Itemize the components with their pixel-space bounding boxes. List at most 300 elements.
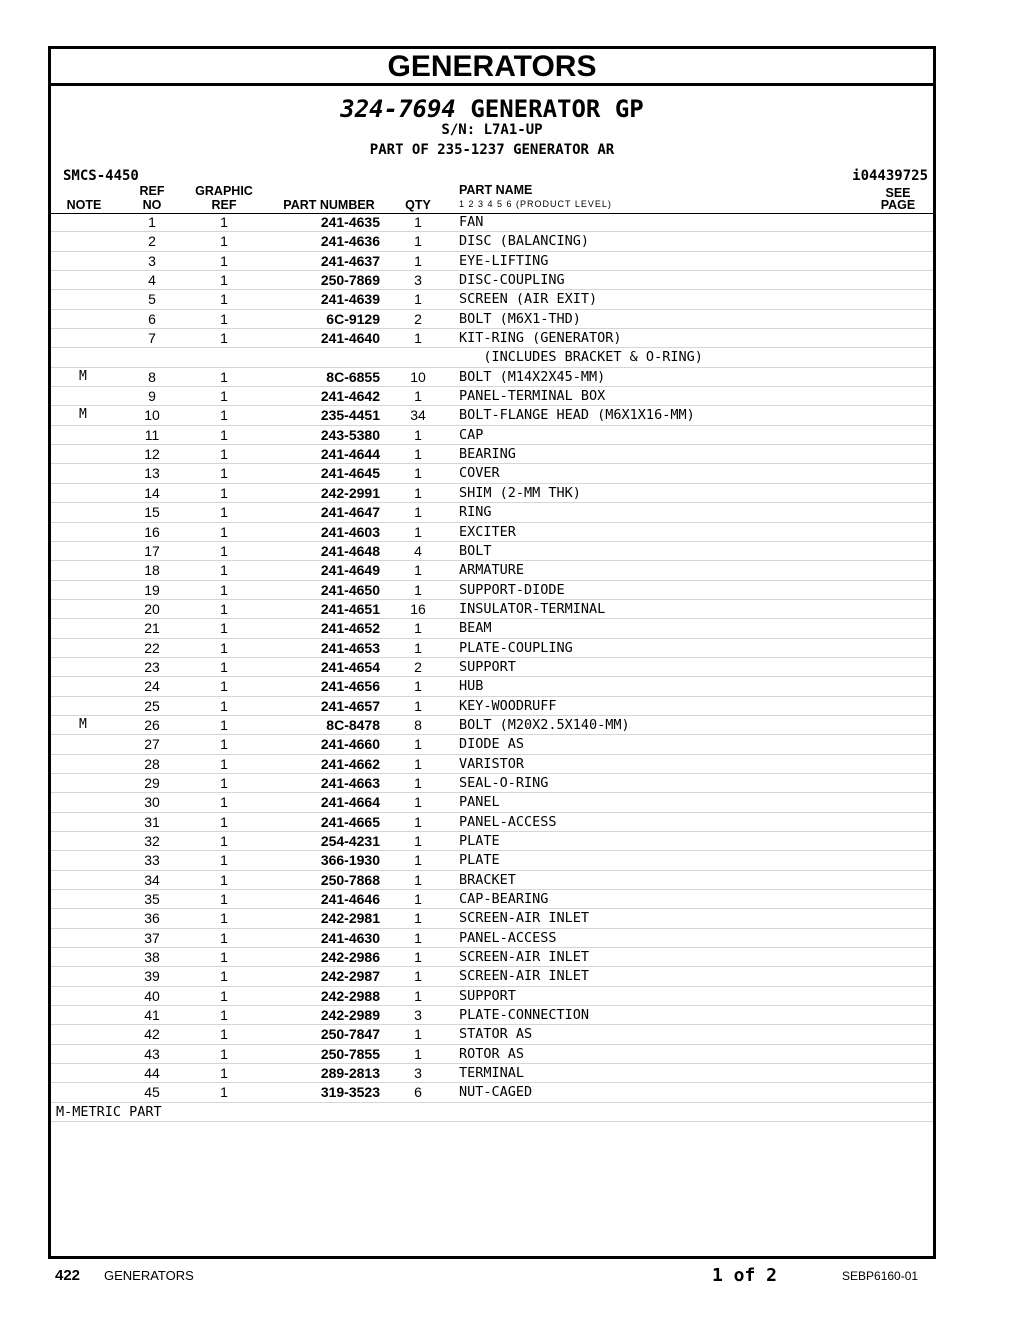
row-part-number: 235-4451 [320,407,380,424]
row-part-number: 241-4649 [320,562,380,579]
table-row [51,1045,933,1064]
row-part-number: 241-4636 [320,233,380,250]
row-part-name: ROTOR AS [459,1045,525,1062]
table-row [51,368,933,387]
row-part-number: 243-5380 [320,426,380,443]
row-part-number: 250-7855 [320,1045,380,1062]
row-ref-no: 44 [144,1065,160,1082]
table-row [51,387,933,406]
illustration-id: i04439725 [852,168,928,184]
row-qty: 1 [414,639,422,656]
row-qty: 1 [414,1026,422,1043]
parts-list [51,213,933,1122]
col-note: NOTE [66,198,102,212]
row-graphic-ref: 1 [220,504,228,521]
row-part-name: HUB [459,678,484,695]
row-part-name: CAP-BEARING [459,891,549,908]
col-see-top: SEE [885,186,911,200]
row-qty: 1 [414,891,422,908]
row-qty: 3 [414,1065,422,1082]
row-graphic-ref: 1 [220,774,228,791]
row-qty: 1 [414,581,422,598]
table-row [51,561,933,580]
table-row [51,1083,933,1102]
serial-range: S/N: L7A1-UP [441,122,543,138]
col-graphic-top: GRAPHIC [195,184,253,198]
row-graphic-ref: 1 [220,987,228,1004]
group-header [51,86,933,1120]
row-graphic-ref: 1 [220,658,228,675]
row-note: M [79,716,87,732]
table-row [51,213,933,232]
row-graphic-ref: 1 [220,620,228,637]
row-part-name: BOLT (M20X2.5X140-MM) [459,716,630,733]
row-part-name: INSULATOR-TERMINAL [459,600,606,617]
row-graphic-ref: 1 [220,968,228,985]
row-part-name: PLATE-CONNECTION [459,1007,590,1024]
row-qty: 1 [414,852,422,869]
row-part-number: 250-7869 [320,272,380,289]
row-qty: 1 [414,446,422,463]
row-qty: 1 [414,465,422,482]
row-qty: 1 [414,252,422,269]
row-part-name: SUPPORT [459,987,516,1004]
row-part-name: TERMINAL [459,1065,525,1082]
table-row [51,1064,933,1083]
row-graphic-ref: 1 [220,639,228,656]
table-row [51,793,933,812]
row-graphic-ref: 1 [220,233,228,250]
row-part-name: DISC-COUPLING [459,272,565,289]
row-graphic-ref: 1 [220,736,228,753]
group-name: GENERATOR GP [470,95,644,123]
row-graphic-ref: 1 [220,581,228,598]
page-of: 1 of 2 [712,1265,778,1286]
table-row [51,658,933,677]
row-part-number: 241-4640 [320,330,380,347]
row-ref-no: 33 [144,852,160,869]
row-qty: 1 [414,871,422,888]
row-part-number: 241-4642 [320,388,380,405]
row-ref-no: 2 [148,233,156,250]
row-part-number: 242-2987 [320,968,380,985]
row-ref-no: 35 [144,891,160,908]
table-row [51,716,933,735]
row-graphic-ref: 1 [220,1045,228,1062]
row-ref-no: 13 [144,465,160,482]
row-part-name: PANEL [459,794,500,811]
table-row [51,832,933,851]
row-part-name: PLATE [459,852,500,869]
row-part-name: PLATE [459,833,500,849]
row-ref-no: 43 [144,1045,160,1062]
row-ref-no: 17 [144,542,160,559]
table-row [51,290,933,309]
section-title: GENERATORS [51,49,933,86]
row-graphic-ref: 1 [220,1026,228,1043]
row-qty: 1 [414,523,422,540]
row-part-number: 241-4665 [320,813,380,830]
row-qty: 1 [414,504,422,521]
row-ref-no: 41 [144,1007,160,1024]
row-qty: 1 [414,426,422,443]
row-part-number: 6C-9129 [326,310,380,327]
row-ref-no: 32 [144,833,160,849]
row-part-name: FAN [459,214,484,230]
table-row [51,697,933,716]
table-row [51,329,933,348]
row-part-name: BOLT-FLANGE HEAD (M6X1X16-MM) [459,407,695,424]
table-row [51,948,933,967]
row-qty: 34 [410,407,426,424]
part-of-line: PART OF 235-1237 GENERATOR AR [369,142,615,158]
row-qty: 1 [414,755,422,772]
page-number: 422 [55,1267,81,1284]
smcs-code: SMCS-4450 [63,168,139,184]
row-part-name: SCREEN (AIR EXIT) [459,291,598,308]
row-ref-no: 10 [144,407,160,424]
row-part-number: 241-4639 [320,291,380,308]
row-graphic-ref: 1 [220,794,228,811]
row-ref-no: 16 [144,523,160,540]
row-part-number: 241-4637 [320,252,380,269]
row-part-number: 241-4653 [320,639,380,656]
row-part-number: 241-4648 [320,542,380,559]
row-part-name: BRACKET [459,871,516,888]
row-graphic-ref: 1 [220,852,228,869]
row-part-name: STATOR AS [459,1026,533,1043]
row-part-number: 250-7868 [320,871,380,888]
row-part-number: 242-2991 [320,484,380,501]
row-ref-no: 28 [144,755,160,772]
table-row [51,735,933,754]
row-qty: 1 [414,949,422,966]
table-row [51,987,933,1006]
row-part-number: 241-4656 [320,678,380,695]
row-part-number: 241-4635 [320,214,380,230]
row-graphic-ref: 1 [220,562,228,579]
table-row [51,271,933,290]
row-qty: 1 [414,214,422,230]
row-graphic-ref: 1 [220,1007,228,1024]
row-part-name: SHIM (2-MM THK) [459,484,581,501]
col-ref-bottom: NO [142,198,162,212]
row-part-number: 289-2813 [320,1065,380,1082]
row-qty: 1 [414,1045,422,1062]
row-part-number: 254-4231 [320,833,380,849]
row-graphic-ref: 1 [220,407,228,424]
table-row [51,523,933,542]
row-part-number: 241-4644 [320,446,380,463]
row-ref-no: 45 [144,1084,160,1101]
row-ref-no: 20 [144,600,160,617]
row-part-number: 319-3523 [320,1084,380,1101]
row-ref-no: 18 [144,562,160,579]
row-graphic-ref: 1 [220,910,228,927]
row-graphic-ref: 1 [220,697,228,714]
table-row [51,755,933,774]
table-row [51,909,933,928]
row-qty: 2 [414,658,422,675]
row-part-number: 242-2981 [320,910,380,927]
column-headers [51,183,933,214]
row-note: M [79,407,87,423]
col-qty: QTY [405,198,431,212]
row-part-number: 366-1930 [320,852,380,869]
row-part-name: KEY-WOODRUFF [459,697,557,714]
row-graphic-ref: 1 [220,368,228,385]
row-ref-no: 3 [148,252,156,269]
row-part-number: 241-4630 [320,929,380,946]
row-part-number: 241-4645 [320,465,380,482]
row-ref-no: 12 [144,446,160,463]
row-part-number: 241-4663 [320,774,380,791]
row-qty: 1 [414,330,422,347]
row-part-name: SEAL-O-RING [459,774,549,791]
row-graphic-ref: 1 [220,426,228,443]
table-row [51,310,933,329]
row-ref-no: 8 [148,368,156,385]
row-graphic-ref: 1 [220,252,228,269]
table-row [51,1006,933,1025]
table-row [51,406,933,425]
row-graphic-ref: 1 [220,813,228,830]
row-qty: 10 [410,368,426,385]
col-graphic-bottom: REF [211,198,237,212]
row-part-number: 241-4662 [320,755,380,772]
group-title [51,95,933,123]
row-ref-no: 29 [144,774,160,791]
table-row [51,252,933,271]
table-row [51,677,933,696]
row-graphic-ref: 1 [220,484,228,501]
row-part-number: 241-4654 [320,658,380,675]
row-qty: 3 [414,272,422,289]
table-row [51,581,933,600]
row-part-number: 241-4652 [320,620,380,637]
row-graphic-ref: 1 [220,1084,228,1101]
row-ref-no: 36 [144,910,160,927]
row-qty: 1 [414,562,422,579]
row-ref-no: 24 [144,678,160,695]
col-part-number: PART NUMBER [283,198,375,212]
row-part-name: DIODE AS [459,736,525,753]
row-part-number: 242-2988 [320,987,380,1004]
row-qty: 1 [414,794,422,811]
row-part-number: 241-4603 [320,523,380,540]
row-part-name: VARISTOR [459,755,525,772]
col-see-bottom: PAGE [880,198,916,212]
row-part-name: PANEL-TERMINAL BOX [459,388,606,405]
row-qty: 1 [414,697,422,714]
row-graphic-ref: 1 [220,523,228,540]
row-part-number: 241-4646 [320,891,380,908]
row-part-name: CAP [459,426,484,443]
row-graphic-ref: 1 [220,1065,228,1082]
row-ref-no: 27 [144,736,160,753]
row-graphic-ref: 1 [220,272,228,289]
row-part-name: EXCITER [459,523,516,540]
row-ref-no: 1 [148,214,156,230]
row-part-number: 241-4657 [320,697,380,714]
table-row [51,503,933,522]
table-row [51,542,933,561]
row-part-name: (INCLUDES BRACKET & O-RING) [459,349,703,366]
row-qty: 3 [414,1007,422,1024]
row-part-name: NUT-CAGED [459,1084,533,1101]
row-ref-no: 15 [144,504,160,521]
row-part-name: BEARING [459,446,516,463]
row-qty: 16 [410,600,426,617]
table-row [51,348,933,367]
row-graphic-ref: 1 [220,949,228,966]
row-ref-no: 21 [144,620,160,637]
table-row [51,639,933,658]
row-ref-no: 6 [148,310,156,327]
row-graphic-ref: 1 [220,446,228,463]
table-row [51,774,933,793]
row-part-number: 8C-6855 [326,368,380,385]
table-row [51,851,933,870]
row-qty: 1 [414,774,422,791]
row-graphic-ref: 1 [220,716,228,733]
table-row [51,600,933,619]
row-part-name: DISC (BALANCING) [459,233,590,250]
row-graphic-ref: 1 [220,600,228,617]
table-row [51,890,933,909]
row-qty: 1 [414,678,422,695]
table-row [51,967,933,986]
footer-section: GENERATORS [104,1268,194,1283]
row-qty: 8 [414,716,422,733]
row-ref-no: 40 [144,987,160,1004]
table-row [51,929,933,948]
row-qty: 1 [414,736,422,753]
row-graphic-ref: 1 [220,929,228,946]
row-part-name: BEAM [459,620,492,637]
row-qty: 1 [414,620,422,637]
row-ref-no: 9 [148,388,156,405]
row-qty: 1 [414,813,422,830]
row-ref-no: 22 [144,639,160,656]
row-qty: 1 [414,484,422,501]
row-part-name: ARMATURE [459,562,525,579]
row-part-name: PANEL-ACCESS [459,929,557,946]
row-qty: 4 [414,542,422,559]
row-part-name: BOLT (M6X1-THD) [459,310,581,327]
row-qty: 1 [414,910,422,927]
row-part-name: PLATE-COUPLING [459,639,573,656]
row-graphic-ref: 1 [220,542,228,559]
row-ref-no: 42 [144,1026,160,1043]
row-qty: 1 [414,833,422,849]
table-row [51,232,933,251]
table-row [51,871,933,890]
row-qty: 1 [414,968,422,985]
table-row [51,426,933,445]
row-part-name: COVER [459,465,500,482]
table-row [51,464,933,483]
row-part-name: SCREEN-AIR INLET [459,910,590,927]
row-graphic-ref: 1 [220,310,228,327]
row-qty: 6 [414,1084,422,1101]
row-part-name: EYE-LIFTING [459,252,549,269]
row-ref-no: 25 [144,697,160,714]
row-ref-no: 19 [144,581,160,598]
row-ref-no: 4 [148,272,156,289]
row-note: M [79,368,87,384]
row-ref-no: 5 [148,291,156,308]
row-part-name: BOLT (M14X2X45-MM) [459,368,606,385]
group-number: 324-7694 [340,95,456,123]
row-graphic-ref: 1 [220,214,228,230]
row-qty: 1 [414,929,422,946]
page-footer [0,1264,1020,1288]
row-part-name: SUPPORT-DIODE [459,581,565,598]
row-qty: 1 [414,388,422,405]
row-graphic-ref: 1 [220,871,228,888]
row-qty: 1 [414,233,422,250]
row-qty: 2 [414,310,422,327]
document-id: SEBP6160-01 [842,1269,919,1283]
row-part-name: SCREEN-AIR INLET [459,949,590,966]
row-graphic-ref: 1 [220,678,228,695]
row-part-number: 241-4650 [320,581,380,598]
row-ref-no: 23 [144,658,160,675]
row-graphic-ref: 1 [220,388,228,405]
row-part-number: 242-2986 [320,949,380,966]
row-part-name: KIT-RING (GENERATOR) [459,330,622,347]
row-part-name: PANEL-ACCESS [459,813,557,830]
row-part-name: BOLT [459,542,492,559]
col-product-levels: 1 2 3 4 5 6 (PRODUCT LEVEL) [459,199,612,209]
row-ref-no: 7 [148,330,156,347]
row-ref-no: 11 [144,426,160,443]
row-part-number: 241-4651 [320,600,380,617]
row-part-name: RING [459,504,492,521]
table-row [51,619,933,638]
table-row [51,484,933,503]
row-part-number: 8C-8478 [326,716,380,733]
row-graphic-ref: 1 [220,833,228,849]
row-ref-no: 37 [144,929,160,946]
row-qty: 1 [414,291,422,308]
col-ref-top: REF [139,184,165,198]
row-graphic-ref: 1 [220,891,228,908]
table-row [51,445,933,464]
row-part-name: SUPPORT [459,658,516,675]
table-row [51,813,933,832]
row-part-number: 241-4664 [320,794,380,811]
row-ref-no: 26 [144,716,160,733]
row-part-number: 250-7847 [320,1026,380,1043]
row-part-number: 242-2989 [320,1007,380,1024]
table-row [51,1025,933,1044]
col-part-name: PART NAME [459,183,533,197]
row-ref-no: 31 [144,813,160,830]
row-graphic-ref: 1 [220,291,228,308]
row-ref-no: 38 [144,949,160,966]
row-ref-no: 14 [144,484,160,501]
row-graphic-ref: 1 [220,330,228,347]
parts-page-frame [48,46,936,1259]
row-graphic-ref: 1 [220,755,228,772]
row-qty: 1 [414,987,422,1004]
metric-note: M-METRIC PART [51,1103,933,1122]
row-part-number: 241-4647 [320,504,380,521]
row-part-name: SCREEN-AIR INLET [459,968,590,985]
row-ref-no: 39 [144,968,160,985]
